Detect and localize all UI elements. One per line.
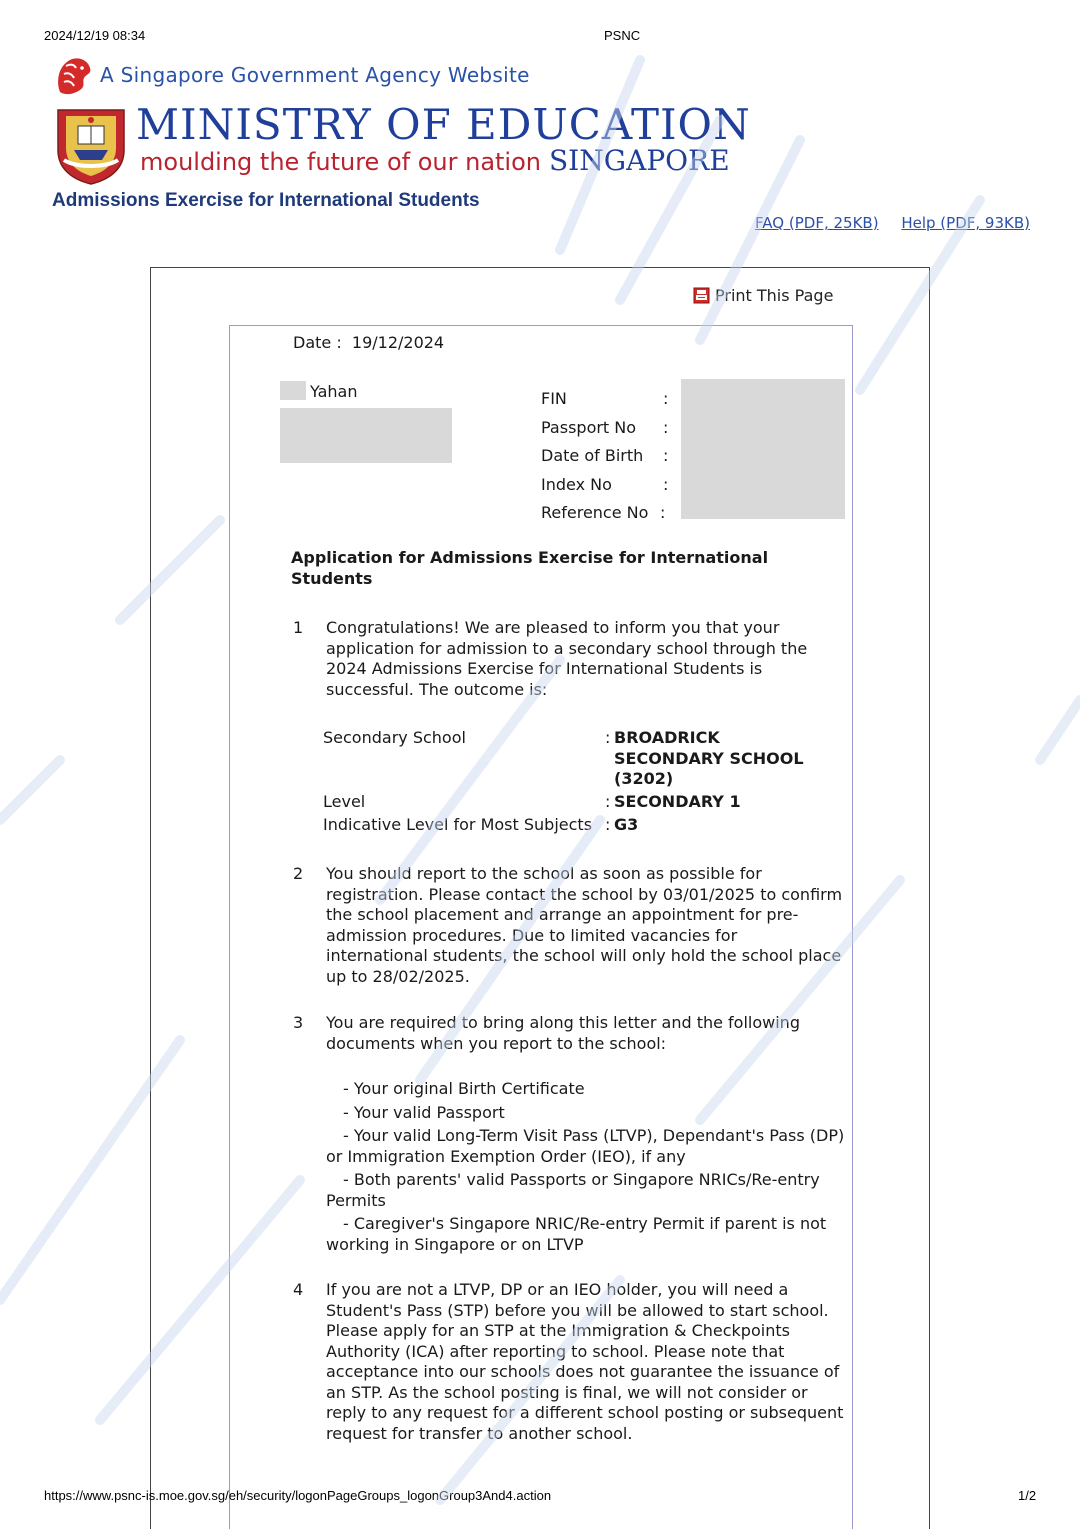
id-field-row xyxy=(541,414,668,443)
paragraph-number: 3 xyxy=(293,1013,304,1032)
redacted-id-values xyxy=(681,379,845,519)
dob-label: Date of Birth xyxy=(541,446,644,466)
colon: : xyxy=(660,503,666,523)
colon: : xyxy=(605,792,611,811)
redacted-address xyxy=(280,408,452,463)
letter-heading: Application for Admissions Exercise for International Students xyxy=(291,548,769,588)
letter-date xyxy=(293,333,444,354)
paragraph-3: You are required to bring along this letter and the following documents when you report to the school: xyxy=(326,1013,800,1053)
date-value: 19/12/2024 xyxy=(351,333,445,352)
print-header-datetime: 2024/12/19 08:34 xyxy=(44,28,146,43)
list-item: - Both parents' valid Passports or Singapore NRICs/Re-entry Permits xyxy=(326,1170,820,1210)
colon: : xyxy=(605,815,611,834)
list-item: - Caregiver's Singapore NRIC/Re-entry Permit if parent is not working in Singapore or on LTVP xyxy=(326,1214,827,1254)
list-item: - Your original Birth Certificate xyxy=(343,1079,585,1098)
help-link[interactable]: Help (PDF, 93KB) xyxy=(901,214,1030,232)
colon: : xyxy=(663,417,669,437)
print-footer-url: https://www.psnc-is.moe.gov.sg/eh/security/logonPageGroups_logonGroup3And4.action xyxy=(44,1488,552,1503)
paragraph-number: 4 xyxy=(293,1280,304,1299)
page-title: Admissions Exercise for International Students xyxy=(52,190,480,211)
passport-label: Passport No xyxy=(541,417,637,437)
colon: : xyxy=(663,389,669,408)
moe-crest-icon xyxy=(52,104,130,186)
documents-list xyxy=(326,1079,846,1258)
colon: : xyxy=(663,446,669,466)
fin-label: FIN xyxy=(541,389,567,408)
id-fields xyxy=(541,385,668,528)
indicative-level-label: Indicative Level for Most Subjects xyxy=(323,815,593,834)
level-value: SECONDARY 1 xyxy=(614,792,741,811)
student-name: Yahan xyxy=(310,382,358,401)
paragraph-1: Congratulations! We are pleased to inform you that your application for admission to a secondary school through the 2024 Admissions Exercise for International Students is successful. The outcome is: xyxy=(326,618,808,699)
list-item: - Your valid Passport xyxy=(343,1102,505,1122)
redacted-surname xyxy=(280,381,306,400)
list-item: - Your valid Long-Term Visit Pass (LTVP), Dependant's Pass (DP) or Immigration Exemption Order (IEO), if any xyxy=(326,1126,845,1166)
print-page-button[interactable] xyxy=(693,286,833,305)
tagline-text: moulding the future of our nation xyxy=(140,148,541,176)
id-field-row xyxy=(541,442,668,471)
id-field-row xyxy=(541,385,668,414)
top-links xyxy=(737,214,1030,232)
print-footer-page: 1/2 xyxy=(1018,1488,1037,1503)
level-label: Level xyxy=(323,792,366,811)
paragraph-4: If you are not a LTVP, DP or an IEO holder, you will need a Student's Pass (STP) before you will be allowed to start school. Please apply for an STP at the Immigration & Checkpoints Authority (ICA) after reporting to school. Please note that acceptance into our schools does not guarantee the issuance of an STP. As the school posting is final, we will not consider or reply to any request for a different school posting or subsequent request for transfer to another school. xyxy=(326,1280,844,1443)
lion-head-icon xyxy=(52,52,94,98)
paragraph-number: 1 xyxy=(293,618,304,637)
print-header-title: PSNC xyxy=(604,28,641,43)
id-field-row xyxy=(541,471,668,500)
printer-icon xyxy=(693,287,710,304)
faq-link[interactable]: FAQ (PDF, 25KB) xyxy=(755,214,879,232)
colon: : xyxy=(663,474,669,494)
gov-banner xyxy=(52,52,530,98)
country-text: SINGAPORE xyxy=(549,144,730,177)
date-label: Date : xyxy=(293,333,342,352)
index-label: Index No xyxy=(541,474,612,494)
paragraph-number: 2 xyxy=(293,864,304,883)
gov-agency-text: A Singapore Government Agency Website xyxy=(100,63,530,87)
print-page-label: Print This Page xyxy=(715,286,834,305)
ministry-title: MINISTRY OF EDUCATION xyxy=(136,100,751,149)
id-field-row xyxy=(541,499,668,528)
ministry-tagline xyxy=(140,146,730,177)
school-label: Secondary School xyxy=(323,728,466,747)
reference-label: Reference No xyxy=(541,503,649,523)
colon: : xyxy=(605,728,611,747)
paragraph-2: You should report to the school as soon as possible for registration. Please contact the school by 03/01/2025 to confirm the school placement and arrange an appointment for pre-admission procedures. Due to limited vacancies for international students, the school will only hold the school place up to 28/02/2025. xyxy=(326,864,843,986)
school-value: BROADRICK SECONDARY SCHOOL (3202) xyxy=(614,728,804,788)
indicative-level-value: G3 xyxy=(614,815,639,834)
